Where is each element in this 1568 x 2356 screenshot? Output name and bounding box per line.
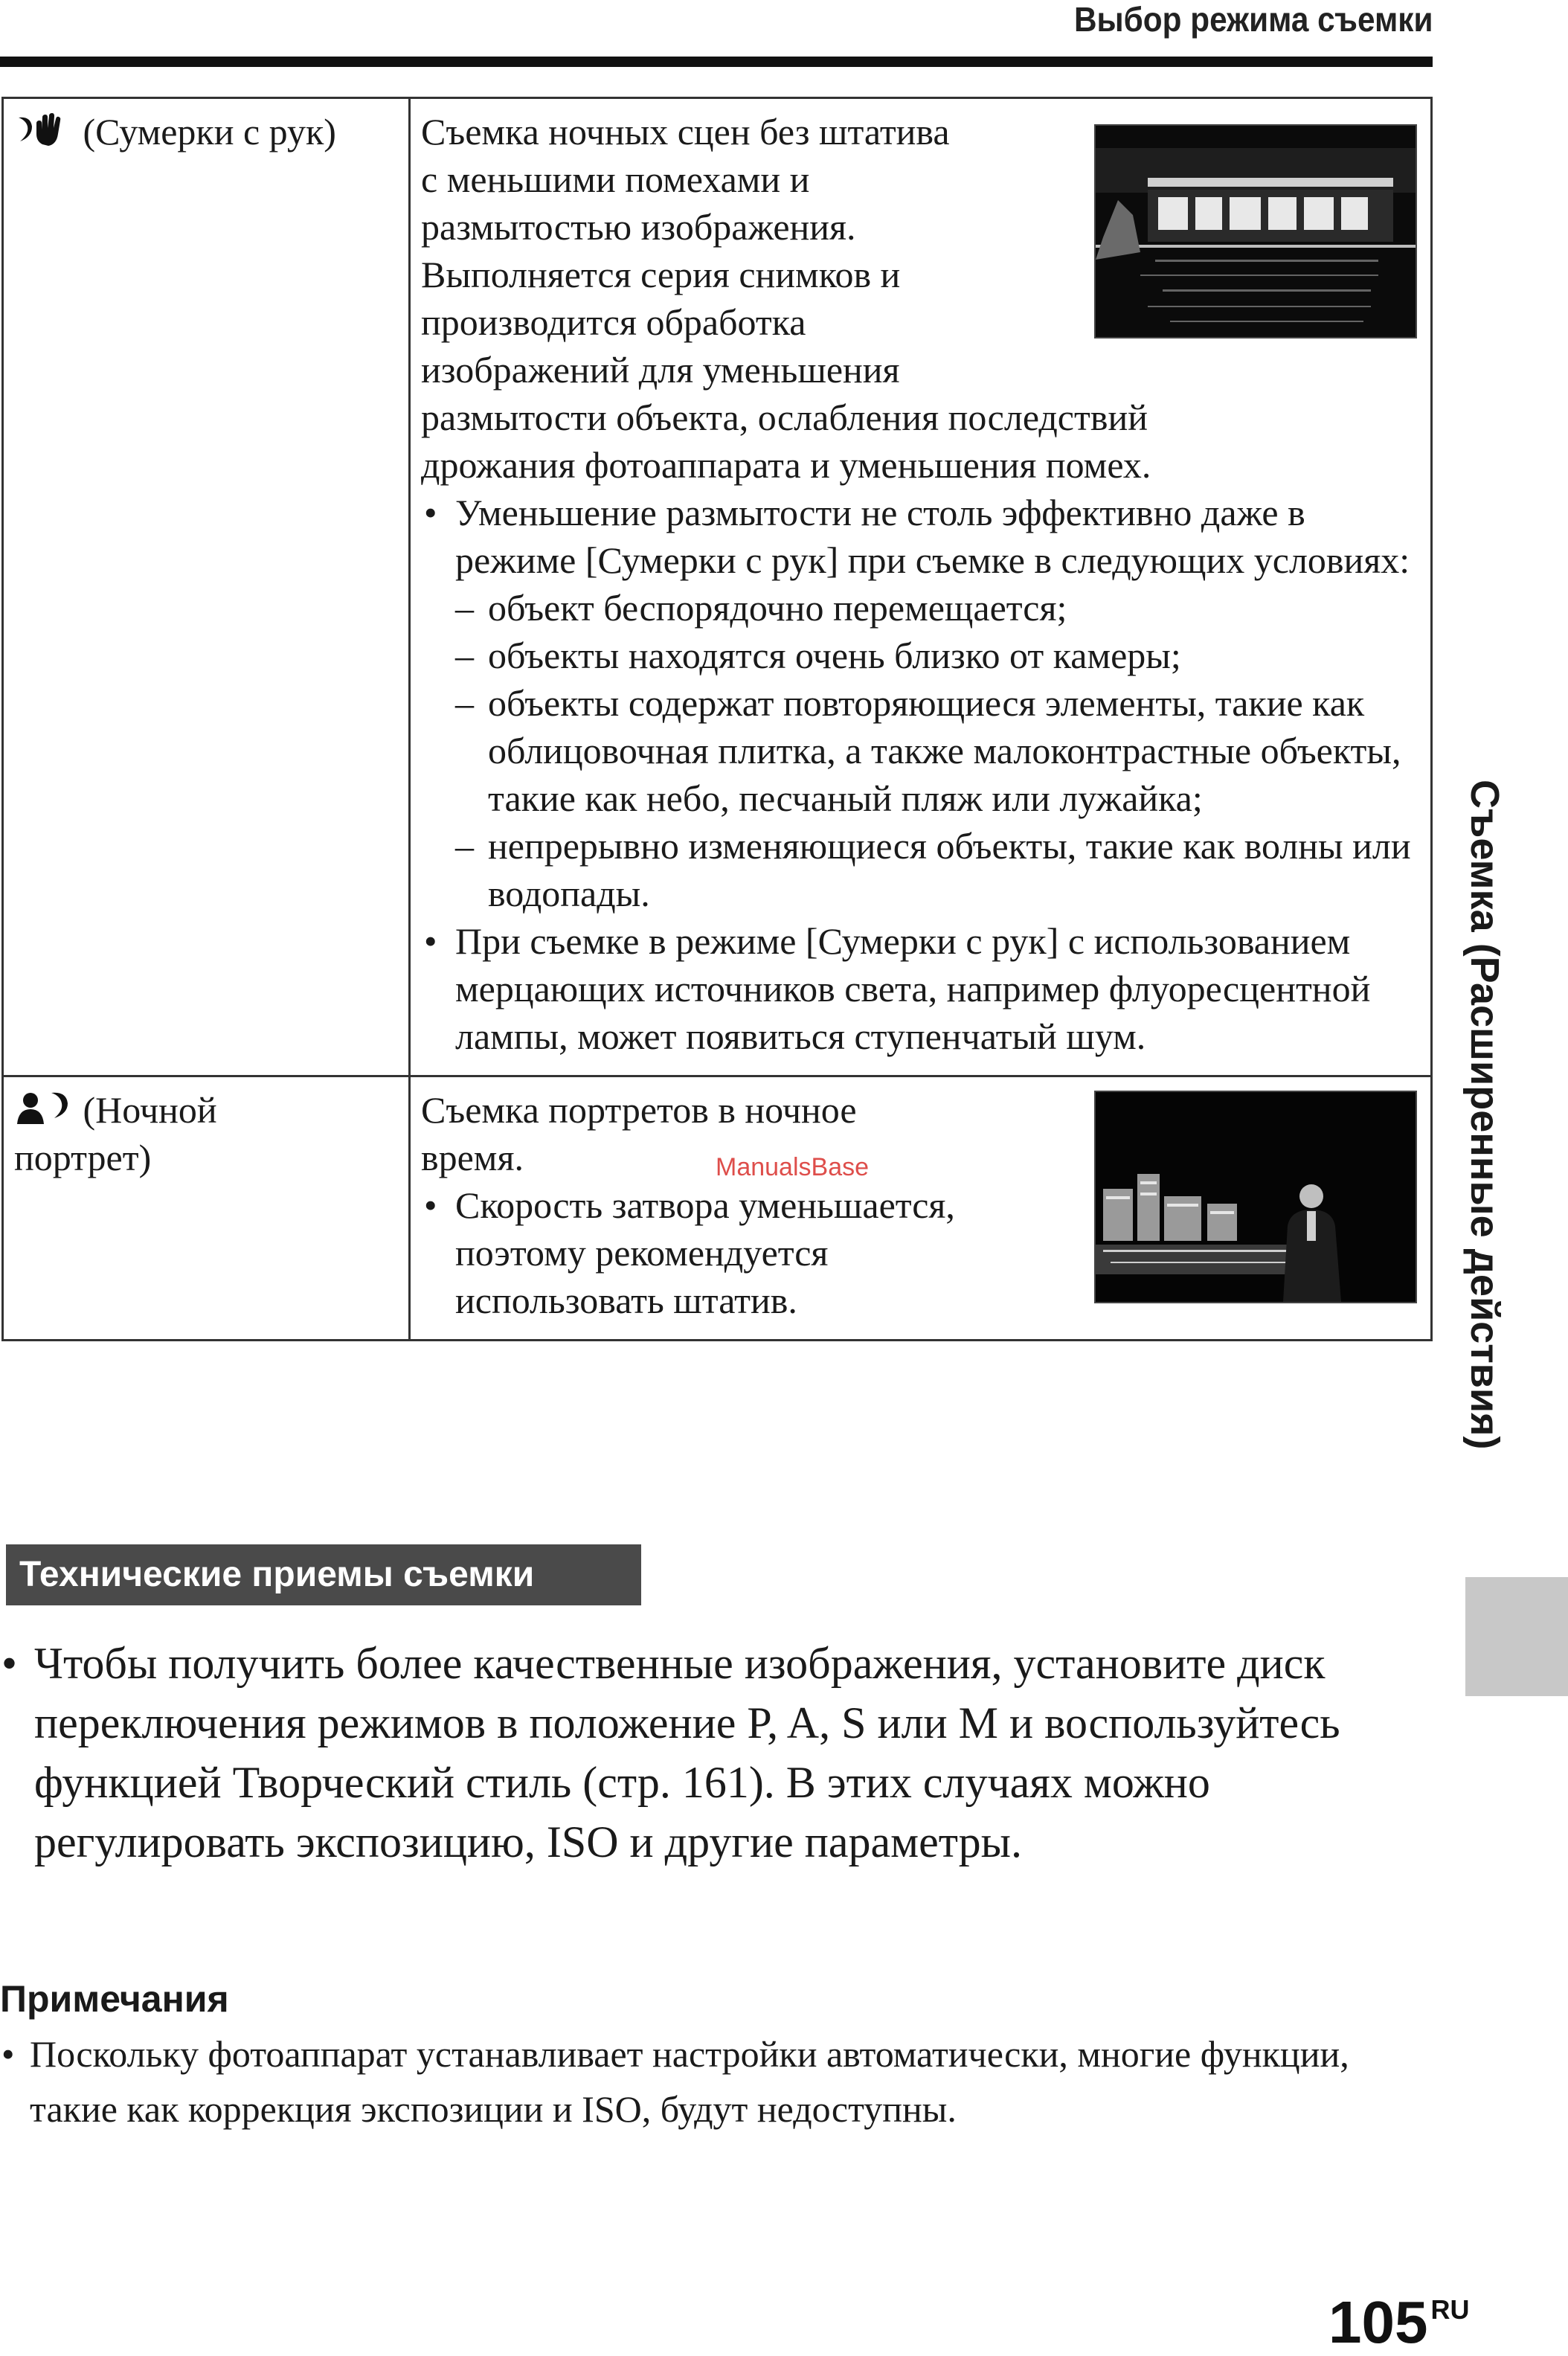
- page-header-title: Выбор режима съемки: [1073, 0, 1433, 39]
- text-line: размытостью изображения.: [421, 206, 856, 248]
- section-heading: Технические приемы съемки: [6, 1544, 641, 1605]
- table-row: [3, 98, 1432, 1076]
- bullet-item: • Скорость затвора уменьшается,: [421, 1181, 1418, 1229]
- bullet-item: • При съемке в режиме [Сумерки с рук] с использованием мерцающих источников света, например флуоресцентной лампы, может появиться ступенчатый шум.: [421, 917, 1418, 1060]
- side-chapter-label: Съемка (Расширенные действия): [1462, 780, 1507, 1450]
- mode-name-cell: [3, 1076, 410, 1341]
- dash-item: – объекты находятся очень близко от камеры;: [421, 632, 1418, 679]
- sample-photo-twilight: [1094, 124, 1417, 338]
- dash-item: – объекты содержат повторяющиеся элементы, такие как облицовочная плитка, а также малоконтрастные объекты, такие как небо, песчаный пляж или лужайка;: [421, 679, 1418, 822]
- moon-hand-icon: [14, 111, 74, 147]
- page-number: [1328, 2276, 1469, 2356]
- mode-name-cell: [3, 98, 410, 1076]
- dash-item: – непрерывно изменяющиеся объекты, такие как волны или водопады.: [421, 822, 1418, 917]
- text-line: размытости объекта, ослабления последствий: [421, 397, 1148, 438]
- page-number-value: 105: [1328, 2289, 1428, 2355]
- mode-description-cell: [410, 98, 1432, 1076]
- dash-item: – объект беспорядочно перемещается;: [421, 584, 1418, 632]
- watermark: ManualsBase: [716, 1153, 870, 1181]
- text-line: поэтому рекомендуется: [455, 1232, 829, 1274]
- notes-bullet: • Поскольку фотоаппарат устанавливает настройки автоматически, многие функции, такие как коррекция экспозиции и ISO, будут недоступны.: [0, 2026, 1413, 2137]
- text-line: Выполняется серия снимков и: [421, 254, 901, 295]
- bullet-item: • Уменьшение размытости не столь эффективно даже в режиме [Сумерки с рук] при съемке в следующих условиях:: [421, 489, 1418, 584]
- text-line: Съемка портретов в ночное: [421, 1089, 857, 1131]
- text-line: производится обработка: [421, 301, 806, 343]
- mode-description-cell: [410, 1076, 1432, 1341]
- page-language-suffix: RU: [1430, 2294, 1470, 2325]
- header-rule: [0, 57, 1433, 67]
- night-portrait-icon: [14, 1089, 74, 1125]
- text-line: дрожания фотоаппарата и уменьшения помех.: [421, 444, 1151, 486]
- table-row: [3, 1076, 1432, 1341]
- text-line: изображений для уменьшения: [421, 349, 900, 391]
- text-line: время.: [421, 1137, 524, 1178]
- text-line: Съемка ночных сцен без штатива: [421, 111, 950, 153]
- notes-title: Примечания: [0, 1978, 229, 2020]
- mode-label-night-portrait: портрет): [14, 1137, 152, 1178]
- tips-bullet: • Чтобы получить более качественные изображения, установите диск переключения режимов в положение P, A, S или M и воспользуйтесь функцией Творческий стиль (стр. 161). В этих случаях можно регулировать экспозицию, ISO и другие параметры.: [0, 1634, 1436, 1872]
- mode-label-night-portrait: (Ночной: [83, 1089, 217, 1131]
- mode-label-twilight: (Сумерки с рук): [83, 111, 336, 153]
- side-chapter-tab: [1465, 1577, 1568, 1696]
- text-line: использовать штатив.: [455, 1280, 797, 1321]
- text-line: с меньшими помехами и: [421, 158, 810, 200]
